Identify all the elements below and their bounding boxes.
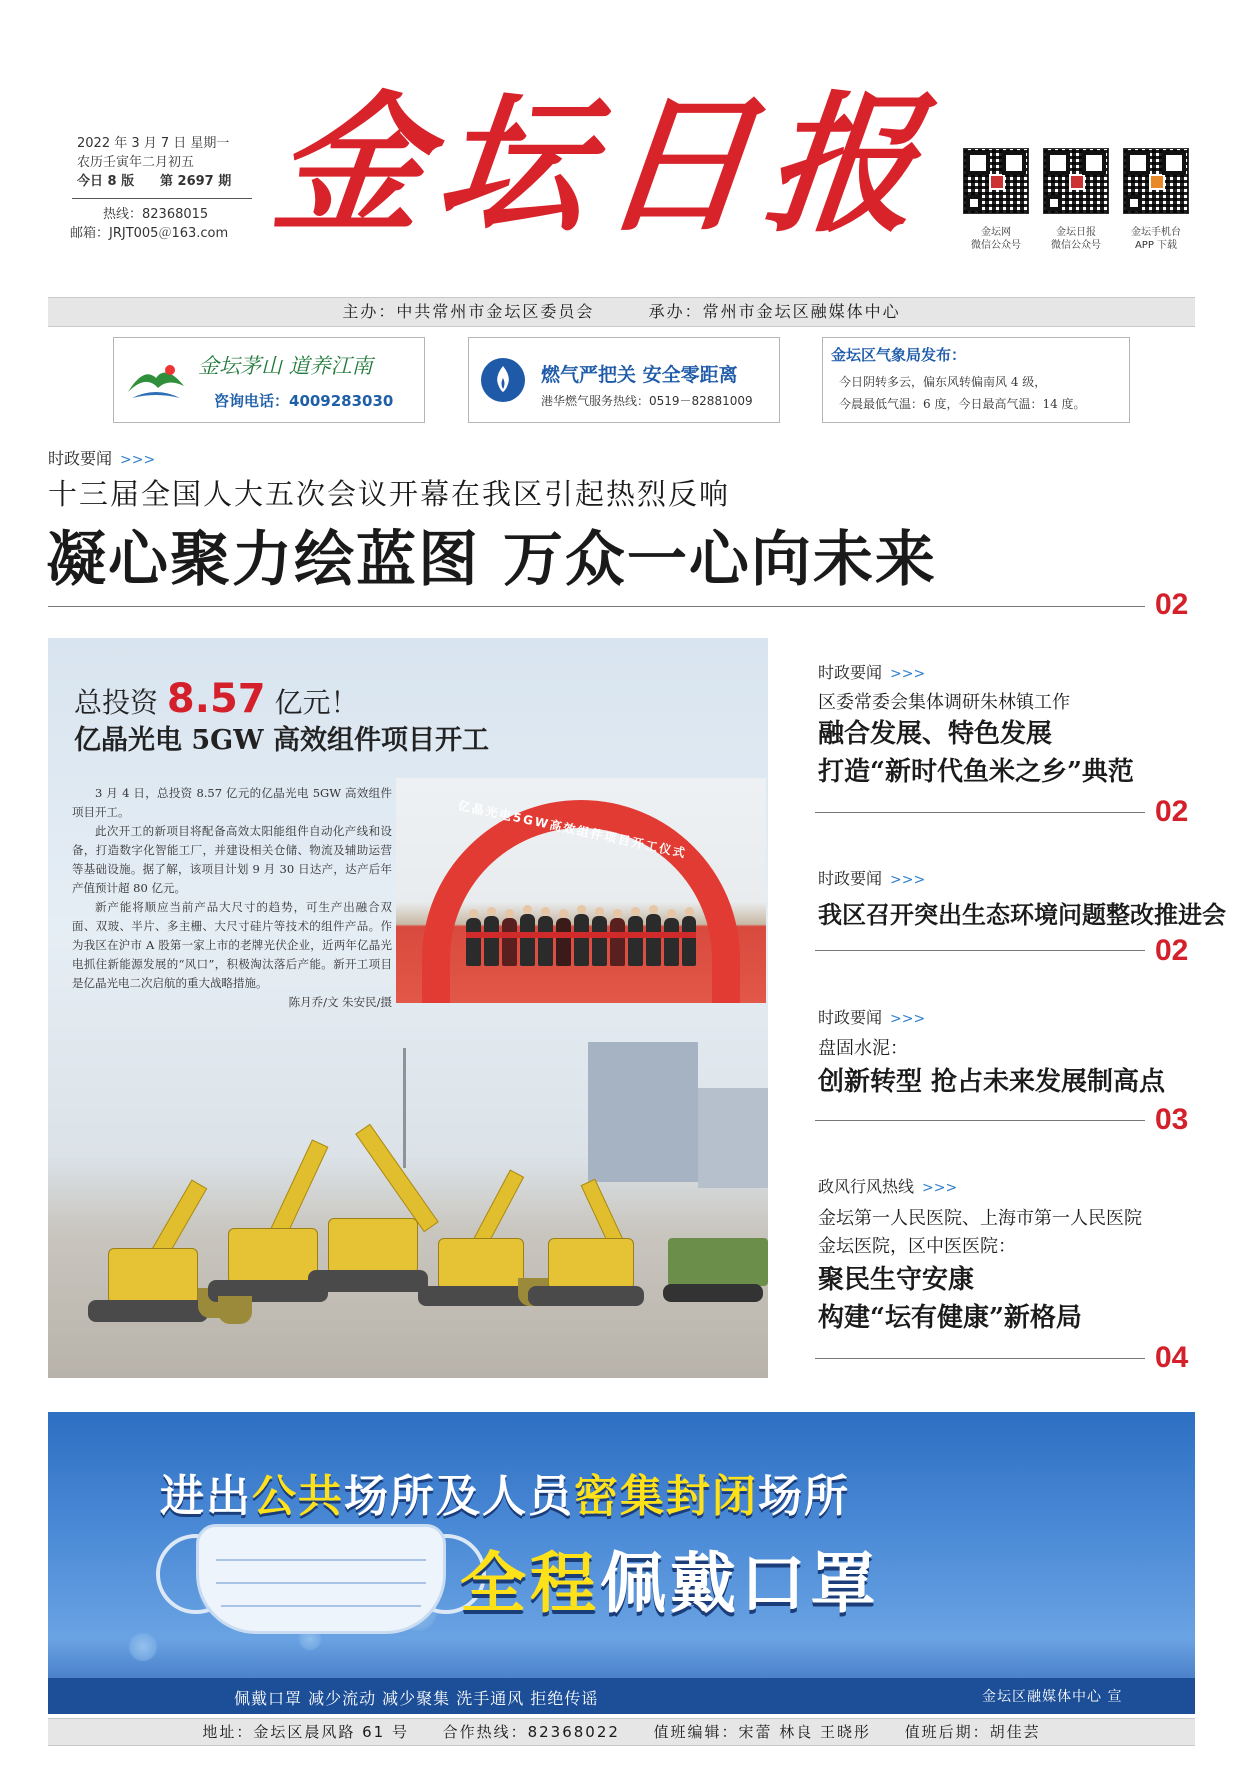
- side-divider: [815, 812, 1145, 813]
- excavator-scene: [48, 1038, 768, 1378]
- qr-code-icon[interactable]: [1043, 148, 1109, 214]
- gas-safety-ad[interactable]: [468, 337, 780, 423]
- footer-proof: 值班后期：胡佳芸: [904, 1723, 1041, 1741]
- banner-line-1: 进出公共场所及人员密集封闭场所: [160, 1471, 850, 1522]
- side-divider: [815, 1120, 1145, 1121]
- footer-editors: 值班编辑：宋蕾 林良 王晓彤: [653, 1723, 872, 1741]
- tourism-ad[interactable]: [113, 337, 425, 423]
- feature-kicker: 总投资 8.57 亿元！: [74, 676, 359, 722]
- tourism-phone: 咨询电话：4009283030: [214, 392, 394, 410]
- lunar-date: 农历壬寅年二月初五: [77, 155, 195, 170]
- qr-code-icon[interactable]: [1123, 148, 1189, 214]
- chevrons-icon: >>>: [890, 1011, 926, 1027]
- qr-group-jintan-daily[interactable]: [1043, 148, 1109, 214]
- section-tag-side-3: 时政要闻 >>>: [818, 1008, 926, 1027]
- feature-byline: 陈月乔/文 朱安民/摄: [288, 995, 392, 1009]
- feature-body: [72, 784, 392, 1012]
- edition-count: 今日 8 版: [77, 174, 135, 189]
- footer-hotline: 合作热线：82368022: [442, 1723, 620, 1741]
- crowd: [466, 898, 696, 968]
- sponsor-bar: [48, 297, 1195, 327]
- weather-line-2: 今晨最低气温：6 度，今日最高气温：14 度。: [839, 397, 1086, 411]
- side-headline-1b[interactable]: 打造“新时代鱼米之乡”典范: [818, 757, 1134, 787]
- footer-address: 地址：金坛区晨风路 61 号: [202, 1723, 409, 1741]
- feature-paragraph: 新产能将顺应当前产品大尺寸的趋势，可生产出融合双面、双玻、半片、多主栅、大尺寸硅片等技术的组件产品。作为我区在沪市 A 股第一家上市的老牌光伏企业，近两年亿晶光电抓住新能源发展的“风口”，积极淘汰落后产能。新开工项目是亿晶光电二次启航的重大战略措施。: [72, 900, 392, 990]
- gas-hotline: 港华燃气服务热线：0519－82881009: [541, 394, 753, 408]
- chevrons-icon: >>>: [922, 1180, 958, 1196]
- issue-number: 第 2697 期: [160, 174, 232, 189]
- banner-slogans: 佩戴口罩 减少流动 减少聚集 洗手通风 拒绝传谣: [234, 1689, 599, 1708]
- face-mask-icon: [196, 1524, 446, 1634]
- page-ref-side-1[interactable]: 02: [1155, 795, 1189, 828]
- ceremony-photo: [396, 778, 766, 1003]
- masthead: [0, 0, 1243, 290]
- qr-group-mobile-app[interactable]: [1123, 148, 1189, 214]
- side-kicker-1: 区委常委会集体调研朱林镇工作: [818, 692, 1070, 713]
- side-divider: [815, 1358, 1145, 1359]
- weather-title: 金坛区气象局发布：: [831, 346, 967, 364]
- side-divider: [815, 950, 1145, 951]
- page-ref-lead[interactable]: 02: [1155, 588, 1189, 621]
- section-tag-side-2: 时政要闻 >>>: [818, 869, 926, 888]
- qr-caption: 金坛网 微信公众号: [971, 227, 1021, 251]
- feature-photo-panel: [48, 638, 768, 1378]
- newspaper-title: 金坛日报: [265, 77, 941, 253]
- feature-paragraph: 3 月 4 日，总投资 8.57 亿元的亿晶光电 5GW 高效组件项目开工。: [72, 786, 392, 819]
- mountain-logo-icon: [126, 356, 186, 406]
- section-tag-lead: 时政要闻 >>>: [48, 449, 156, 468]
- masthead-divider: [72, 198, 252, 199]
- side-headline-1a[interactable]: 融合发展、特色发展: [818, 719, 1053, 749]
- arch-banner-text: 亿晶光电5GW高效组件项目开工仪式: [456, 798, 689, 861]
- side-headline-4b[interactable]: 构建“坛有健康”新格局: [818, 1303, 1082, 1333]
- issue-date: 2022 年 3 月 7 日 星期一: [77, 136, 230, 151]
- weather-line-1: 今日阴转多云，偏东风转偏南风 4 级，: [839, 375, 1047, 389]
- page-ref-side-4[interactable]: 04: [1155, 1341, 1189, 1374]
- qr-caption: 金坛手机台 APP 下载: [1131, 227, 1181, 251]
- section-tag-side-1: 时政要闻 >>>: [818, 663, 926, 682]
- host-label: 主办：中共常州市金坛区委员会: [342, 302, 595, 321]
- organizer-label: 承办：常州市金坛区融媒体中心: [648, 302, 901, 321]
- side-headline-3[interactable]: 创新转型 抢占未来发展制高点: [818, 1067, 1166, 1097]
- banner-credit: 金坛区融媒体中心 宣: [982, 1689, 1123, 1705]
- flame-icon: [481, 358, 525, 402]
- side-headline-2[interactable]: 我区召开突出生态环境问题整改推进会: [818, 900, 1226, 929]
- section-tag-side-4: 政风行风热线 >>>: [818, 1177, 958, 1196]
- banner-footer-strip: [48, 1678, 1195, 1714]
- lead-headline[interactable]: 凝心聚力绘蓝图 万众一心向未来: [46, 525, 937, 595]
- side-headline-4a[interactable]: 聚民生守安康: [818, 1265, 975, 1295]
- lead-divider: [48, 606, 1145, 607]
- qr-caption: 金坛日报 微信公众号: [1051, 227, 1101, 251]
- banner-line-2: 全程佩戴口罩: [460, 1545, 880, 1622]
- qr-code-icon[interactable]: [963, 148, 1029, 214]
- feature-title[interactable]: 亿晶光电 5GW 高效组件项目开工: [74, 725, 489, 756]
- page-ref-side-2[interactable]: 02: [1155, 934, 1189, 967]
- gas-slogan: 燃气严把关 安全零距离: [541, 364, 738, 386]
- qr-group-jintan-net[interactable]: [963, 148, 1029, 214]
- chevrons-icon: >>>: [890, 666, 926, 682]
- side-kicker-3: 盘固水泥：: [818, 1038, 908, 1059]
- feature-paragraph: 此次开工的新项目将配备高效太阳能组件自动化产线和设备，打造数字化智能工厂，并建设相关仓储、物流及辅助运营等基础设施。据了解，该项目计划 9 月 30 日达产，达产后年产值预计超 80 亿元。: [72, 824, 392, 895]
- email: 邮箱：JRJT005＠163.com: [70, 226, 229, 241]
- weather-box: [822, 337, 1130, 423]
- page-ref-side-3[interactable]: 03: [1155, 1103, 1189, 1136]
- investment-amount: 8.57: [166, 676, 266, 722]
- tourism-slogan: 金坛茅山 道养江南: [198, 354, 373, 378]
- chevrons-icon: >>>: [120, 452, 156, 468]
- chevrons-icon: >>>: [890, 872, 926, 888]
- mask-psa-banner: [48, 1412, 1195, 1714]
- lead-subheadline[interactable]: 十三届全国人大五次会议开幕在我区引起热烈反响: [48, 477, 731, 511]
- side-kicker-4b: 金坛医院，区中医医院：: [818, 1236, 1016, 1257]
- side-kicker-4a: 金坛第一人民医院、上海市第一人民医院: [818, 1208, 1142, 1229]
- footer-bar: [48, 1718, 1195, 1746]
- hotline: 热线：82368015: [103, 207, 209, 222]
